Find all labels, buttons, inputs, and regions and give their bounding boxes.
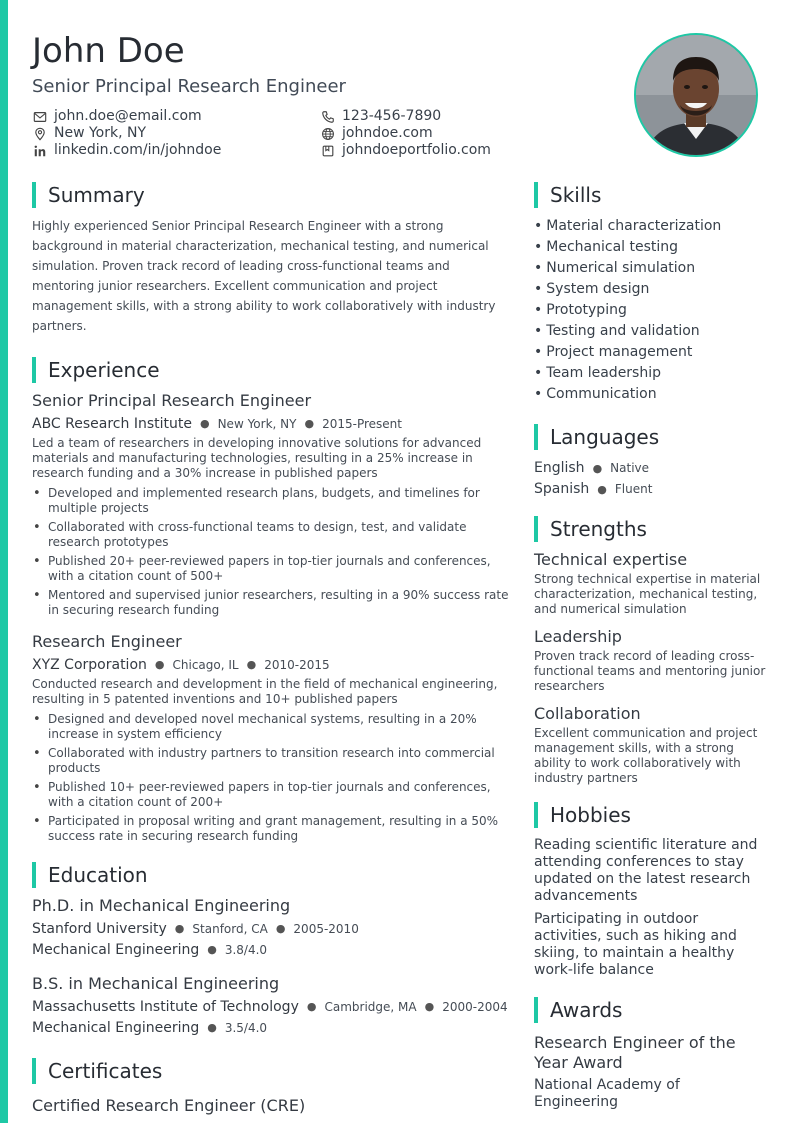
experience-item: [32, 632, 514, 844]
portfolio-icon: [320, 143, 336, 159]
language-level: Fluent: [614, 482, 653, 496]
job-location: New York, NY: [217, 417, 297, 431]
contact-website[interactable]: [320, 125, 433, 142]
certificate-item: Certified Research Engineer (CRE): [32, 1096, 306, 1115]
separator-dot: ●: [207, 1021, 217, 1034]
hobby-item: Participating in outdoor activities, such as hiking and skiing, to maintain a healthy work-life balance: [534, 911, 737, 978]
gpa: 3.8/4.0: [224, 943, 268, 957]
separator-dot: ●: [275, 922, 286, 935]
separator-dot: ●: [597, 483, 607, 496]
school-name: Stanford University: [32, 921, 167, 937]
skill-item: • Mechanical testing: [534, 237, 678, 258]
list-item: • Participated in proposal writing and grant management, resulting in a 50% success rate in securing research funding: [32, 814, 514, 844]
education-meta: [32, 919, 514, 939]
job-company: XYZ Corporation: [32, 657, 147, 673]
contact-email[interactable]: [32, 108, 202, 125]
degree-title: Ph.D. in Mechanical Engineering: [32, 896, 291, 915]
skills-list: [534, 216, 766, 405]
skill-item: • Prototyping: [534, 300, 627, 321]
phone-icon: [320, 109, 336, 125]
education-field-row: [32, 940, 514, 960]
school-location: Stanford, CA: [192, 922, 268, 936]
strength-item: [534, 550, 766, 617]
education-dates: 2005-2010: [293, 922, 359, 936]
separator-dot: ●: [154, 658, 165, 671]
language-name: Spanish: [534, 481, 590, 497]
candidate-name: John Doe: [32, 31, 185, 71]
contact-linkedin-text: linkedin.com/in/johndoe: [54, 142, 222, 158]
separator-dot: ●: [174, 922, 185, 935]
strength-title: Leadership: [534, 627, 622, 646]
languages-list: [534, 458, 766, 500]
education-heading: Education: [32, 862, 514, 888]
education-meta: [32, 997, 514, 1017]
strength-item: [534, 627, 766, 694]
mail-icon: [32, 109, 48, 125]
contact-website-text: johndoe.com: [342, 125, 433, 141]
language-item: [534, 458, 766, 479]
education-item: [32, 974, 514, 1038]
separator-dot: ●: [306, 1000, 317, 1013]
skill-item: • System design: [534, 279, 649, 300]
experience-item: [32, 391, 514, 618]
separator-dot: ●: [592, 462, 603, 475]
job-bullets: [32, 712, 514, 844]
school-name: Massachusetts Institute of Technology: [32, 999, 299, 1015]
job-description: Conducted research and development in the field of mechanical engineering, resulting in 5 patented inventions and 10+ published papers: [32, 677, 498, 706]
skills-heading: Skills: [534, 182, 766, 208]
education-item: [32, 896, 514, 960]
separator-dot: ●: [424, 1000, 435, 1013]
strength-text: Proven track record of leading cross-functional teams and mentoring junior researchers: [534, 649, 766, 693]
job-meta: [32, 414, 514, 434]
strength-text: Excellent communication and project management skills, with a strong ability to work collaboratively with industry partners: [534, 726, 758, 785]
globe-icon: [320, 126, 336, 142]
separator-dot: ●: [246, 658, 257, 671]
experience-heading: Experience: [32, 357, 514, 383]
school-location: Cambridge, MA: [324, 1000, 417, 1014]
strength-title: Technical expertise: [534, 550, 688, 569]
language-name: English: [534, 460, 585, 476]
job-dates: 2015-Present: [322, 417, 402, 431]
contact-location-text: New York, NY: [54, 125, 147, 141]
job-meta: [32, 655, 514, 675]
strength-item: [534, 704, 766, 786]
left-column: [32, 182, 514, 1116]
skill-item: • Communication: [534, 384, 657, 405]
award-organization: National Academy of Engineering: [534, 1077, 680, 1110]
field-of-study: Mechanical Engineering: [32, 1020, 200, 1036]
education-field-row: [32, 1018, 514, 1038]
list-item: • Collaborated with industry partners to transition research into commercial products: [32, 746, 514, 776]
list-item: • Collaborated with cross-functional teams to design, test, and validate research prototypes: [32, 520, 514, 550]
accent-bar: [0, 0, 8, 1123]
list-item: • Mentored and supervised junior researchers, resulting in a 90% success rate in securing research funding: [32, 588, 514, 618]
awards-heading: Awards: [534, 997, 766, 1023]
field-of-study: Mechanical Engineering: [32, 942, 200, 958]
list-item: • Designed and developed novel mechanical systems, resulting in a 20% increase in system efficiency: [32, 712, 514, 742]
profile-photo: [634, 33, 758, 157]
contact-portfolio-text: johndoeportfolio.com: [342, 142, 491, 158]
linkedin-icon: [32, 143, 48, 159]
contact-phone[interactable]: [320, 108, 441, 125]
separator-dot: ●: [304, 417, 315, 430]
languages-heading: Languages: [534, 424, 766, 450]
strength-text: Strong technical expertise in material characterization, mechanical testing, and numerical simulation: [534, 572, 761, 616]
job-title: Senior Principal Research Engineer: [32, 391, 312, 410]
skill-item: • Numerical simulation: [534, 258, 695, 279]
job-title: Research Engineer: [32, 632, 182, 651]
contact-phone-text: 123-456-7890: [342, 108, 442, 124]
separator-dot: ●: [207, 943, 217, 956]
skill-item: • Testing and validation: [534, 321, 700, 342]
job-description: Led a team of researchers in developing innovative solutions for advanced materials and manufacturing technologies, resulting in a 25% increase in research funding and a 30% increase in published papers: [32, 436, 482, 480]
job-bullets: [32, 486, 514, 618]
award-title: Research Engineer of the Year Award: [534, 1033, 736, 1072]
skill-item: • Team leadership: [534, 363, 661, 384]
language-level: Native: [610, 461, 650, 475]
education-dates: 2000-2004: [442, 1000, 508, 1014]
hobbies-heading: Hobbies: [534, 802, 766, 828]
job-company: ABC Research Institute: [32, 416, 192, 432]
hobby-item: Reading scientific literature and attending conferences to stay updated on the latest research advancements: [534, 837, 758, 904]
contact-location: [32, 125, 146, 142]
job-dates: 2010-2015: [264, 658, 330, 672]
certificates-heading: Certificates: [32, 1058, 514, 1084]
list-item: • Published 20+ peer-reviewed papers in top-tier journals and conferences, with a citation count of 500+: [32, 554, 514, 584]
summary-heading: Summary: [32, 182, 514, 208]
gpa: 3.5/4.0: [224, 1021, 268, 1035]
strengths-heading: Strengths: [534, 516, 766, 542]
contact-linkedin[interactable]: [32, 142, 221, 159]
skill-item: • Material characterization: [534, 216, 721, 237]
contact-portfolio[interactable]: [320, 142, 491, 159]
location-pin-icon: [32, 126, 48, 142]
skill-item: • Project management: [534, 342, 692, 363]
strength-title: Collaboration: [534, 704, 641, 723]
contact-email-text: john.doe@email.com: [54, 108, 202, 124]
job-location: Chicago, IL: [172, 658, 239, 672]
summary-text: Highly experienced Senior Principal Research Engineer with a strong background in material characterization, mechanical testing, and numerical simulation. Proven track record of leading cross-functional teams and mentoring junior researchers. Excellent communication and project management skills, with a strong ability to work collaboratively with industry partners.: [32, 219, 496, 333]
degree-title: B.S. in Mechanical Engineering: [32, 974, 280, 993]
list-item: • Developed and implemented research plans, budgets, and timelines for multiple projects: [32, 486, 514, 516]
right-column: [534, 182, 766, 1111]
separator-dot: ●: [199, 417, 210, 430]
list-item: • Published 10+ peer-reviewed papers in top-tier journals and conferences, with a citation count of 200+: [32, 780, 514, 810]
language-item: [534, 479, 766, 500]
candidate-title: Senior Principal Research Engineer: [32, 76, 346, 97]
